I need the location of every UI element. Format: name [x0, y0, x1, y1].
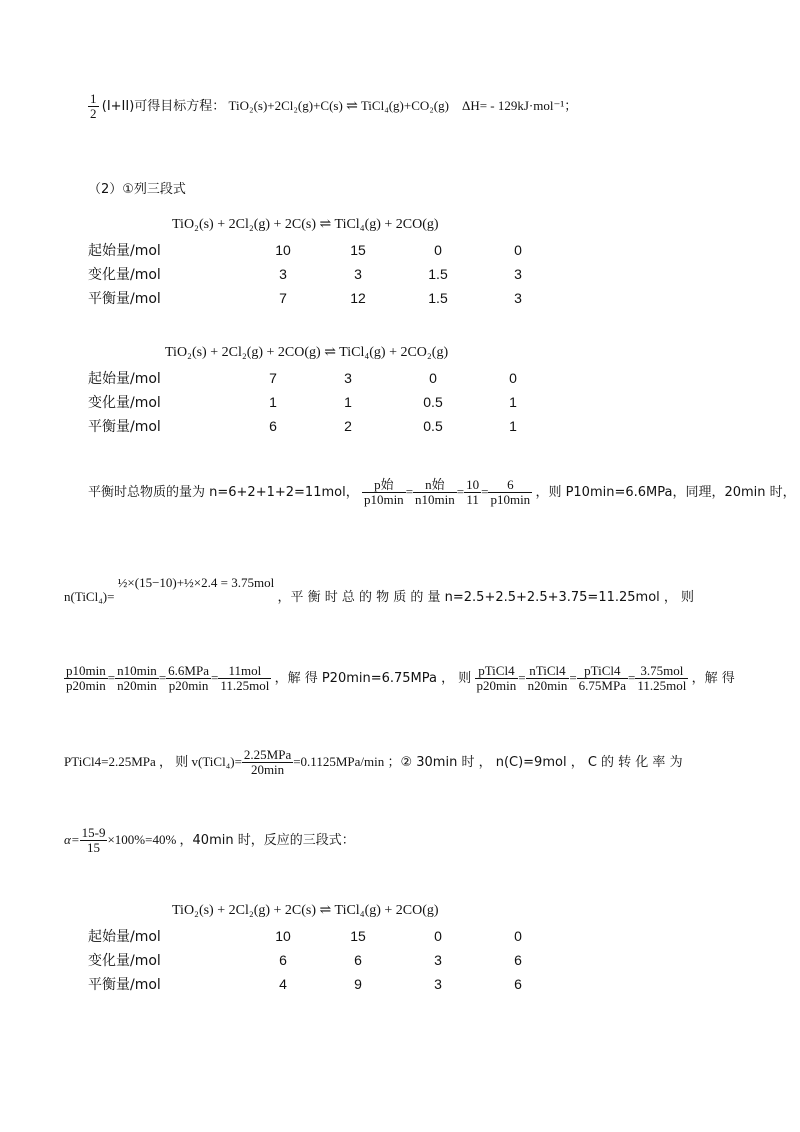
p2-expression: ½×(15−10)+½×2.4 = 3.75mol	[117, 575, 275, 590]
fraction	[362, 478, 406, 508]
table-row	[88, 366, 548, 390]
table-row	[88, 286, 558, 310]
cell-value: 15	[350, 928, 366, 944]
p2-lead: n(TiCl₄)=	[64, 589, 115, 604]
cell-value: 10	[275, 242, 291, 258]
table-row	[88, 972, 558, 996]
table-row	[88, 414, 548, 438]
equation-lead-text: (I+II)可得目标方程：	[101, 98, 226, 114]
cell-value: 6	[279, 952, 287, 968]
table2-ice	[88, 366, 548, 438]
target-equation-line	[88, 92, 577, 122]
table-row	[88, 390, 548, 414]
p5-tail: ，40min 时，反应的三段式：	[179, 832, 355, 848]
p3-mid: ，解 得 P20min=6.75MPa ， 则	[274, 670, 472, 686]
p1-lead: 平衡时总物质的量为 n=6+2+1+2=11mol，	[88, 484, 359, 500]
cell-value: 3	[354, 266, 362, 282]
denominator: n10min	[415, 492, 455, 508]
equilibrium-arrow-icon: ⇌	[346, 98, 358, 114]
cell-value: 0.5	[423, 418, 443, 434]
numerator: pTiCl4	[475, 664, 519, 679]
row-label: 起始量/mol	[88, 243, 161, 259]
fraction	[64, 664, 108, 694]
numerator: 15-9	[81, 825, 106, 840]
cell-value: 3	[434, 952, 442, 968]
denominator: p20min	[66, 678, 106, 694]
cell-value: 1.5	[428, 266, 448, 282]
denominator: p20min	[168, 678, 209, 694]
row-label: 起始量/mol	[88, 929, 161, 945]
row-label: 平衡量/mol	[88, 977, 161, 993]
cell-value: 6	[354, 952, 362, 968]
paragraph-ticl4-moles	[64, 575, 695, 605]
p1-tail: ，则 P10min=6.6MPa，同理，20min 时，	[535, 484, 796, 500]
paragraph-rate	[64, 748, 683, 778]
fraction-numerator: 1	[90, 91, 97, 106]
enthalpy-change: ΔH= - 129kJ·mol⁻¹；	[461, 97, 578, 113]
p3-tail: ，解 得	[691, 670, 735, 686]
p4-lead: PTiCl4=2.25MPa ， 则 v(TiCl₄)=	[64, 753, 242, 769]
cell-value: 7	[279, 290, 287, 306]
cell-value: 12	[350, 290, 366, 306]
fraction	[166, 664, 211, 694]
cell-value: 10	[275, 928, 291, 944]
cell-value: 3	[514, 266, 522, 282]
cell-value: 6	[514, 952, 522, 968]
denominator: 11.25mol	[637, 678, 687, 694]
equation-products: TiCl₄(g)+CO₂(g)	[360, 97, 449, 113]
denominator: p20min	[476, 678, 517, 694]
fraction-denominator: 2	[90, 106, 97, 122]
numerator: p10min	[66, 663, 106, 678]
cell-value: 3	[279, 266, 287, 282]
fraction	[242, 748, 293, 778]
numerator: 10	[466, 477, 480, 492]
cell-value: 1	[269, 394, 277, 410]
fraction	[577, 664, 628, 694]
row-label: 平衡量/mol	[88, 291, 161, 307]
row-label: 变化量/mol	[88, 267, 161, 283]
cell-value: 1	[344, 394, 352, 410]
cell-value: 3	[434, 976, 442, 992]
table-row	[88, 262, 558, 286]
p5-lead: α=	[64, 831, 80, 847]
denominator: 15	[87, 840, 101, 856]
cell-value: 0	[434, 928, 442, 944]
fraction	[218, 664, 271, 694]
table3-ice	[88, 924, 558, 996]
denominator: p10min	[363, 492, 404, 508]
fraction	[635, 664, 688, 694]
cell-value: 15	[350, 242, 366, 258]
cell-value: 9	[354, 976, 362, 992]
cell-value: 6	[514, 976, 522, 992]
equation-reactants: TiO₂(s)+2Cl₂(g)+C(s)	[228, 97, 343, 113]
denominator: 6.75MPa	[578, 678, 626, 694]
numerator: pTiCl4	[577, 664, 628, 679]
paragraph-pressure-20min: $\frac{p10\min}{p20\min}$ = $\frac{n10\min}{n20\min}$ = $\frac{\text{6.6MPa}}{p20\min}$ = $\frac{\text{11mol}}{\text{11.25mol}}$ ，解 得 P20min=6.75MPa ， 则 $\frac{\text{pTiCl4}}{p20\min}$ = $\frac{\text{nTiCl4}}{n20\min}$ = $\frac{\text{pTiCl4}}{\text{6.75MPa}}$ = $\frac{\text{3.75mol}}{\text{11.25mol}}$ ，解 得	[66, 663, 735, 694]
table1-ice	[88, 238, 558, 310]
row-label: 变化量/mol	[88, 953, 161, 969]
fraction	[475, 664, 519, 694]
cell-value: 1	[509, 418, 517, 434]
table1-equation: TiO₂(s) + 2Cl₂(g) + 2C(s) ⇌ TiCl₄(g) + 2CO(g)	[172, 217, 439, 232]
table3-equation: TiO₂(s) + 2Cl₂(g) + 2C(s) ⇌ TiCl₄(g) + 2CO(g)	[172, 903, 439, 918]
denominator: n20min	[527, 678, 568, 694]
cell-value: 0	[434, 242, 442, 258]
numerator: p始	[362, 478, 406, 493]
cell-value: 3	[344, 370, 352, 386]
numerator: 2.25MPa	[243, 747, 292, 762]
fraction	[115, 664, 159, 694]
numerator: 3.75mol	[635, 664, 688, 679]
p4-tail: ；② 30min 时 ， n(C)=9mol ， C 的 转 化 率 为	[387, 754, 683, 770]
denominator: p10min	[490, 492, 531, 508]
table2-equation: TiO₂(s) + 2Cl₂(g) + 2CO(g) ⇌ TiCl₄(g) + 2CO₂(g)	[165, 345, 449, 360]
cell-value: 6	[269, 418, 277, 434]
p2-tail: ，平 衡 时 总 的 物 质 的 量 n=2.5+2.5+2.5+3.75=11.25mol ， 则	[277, 590, 695, 605]
table-row	[88, 238, 558, 262]
fraction	[488, 478, 532, 508]
fraction	[464, 478, 481, 508]
half-fraction	[88, 92, 99, 122]
cell-value: 1.5	[428, 290, 448, 306]
cell-value: 0	[509, 370, 517, 386]
fraction	[80, 826, 108, 856]
paragraph-total-moles: 平衡时总物质的量为 n=6+2+1+2=11mol， $\frac{\text{p始}}{p10\min}$ = $\frac{\text{n始}}{n10\min}$ = $\frac{10}{11}$ = $\frac{6}{p10\min}$ ，则 P10min=6.6MPa，同理，20min 时，	[88, 477, 796, 508]
denominator: 20min	[250, 762, 285, 778]
table-row	[88, 924, 558, 948]
numerator: 6	[488, 478, 532, 493]
cell-value: 0	[514, 242, 522, 258]
paragraph-conversion	[64, 826, 355, 856]
table-row	[88, 948, 558, 972]
cell-value: 0	[429, 370, 437, 386]
cell-value: 7	[269, 370, 277, 386]
fraction	[413, 478, 457, 508]
cell-value: 3	[514, 290, 522, 306]
p5-result: ×100%=40%	[107, 831, 177, 847]
row-label: 起始量/mol	[88, 371, 161, 387]
denominator: n20min	[117, 678, 157, 694]
denominator: 11	[466, 492, 479, 508]
numerator: 6.6MPa	[168, 663, 209, 678]
numerator: 11mol	[218, 664, 271, 679]
numerator: nTiCl4	[526, 664, 570, 679]
cell-value: 2	[344, 418, 352, 434]
p4-result: =0.1125MPa/min	[293, 753, 385, 769]
fraction	[526, 664, 570, 694]
cell-value: 4	[279, 976, 287, 992]
cell-value: 0	[514, 928, 522, 944]
row-label: 变化量/mol	[88, 395, 161, 411]
numerator: n10min	[117, 663, 157, 678]
cell-value: 0.5	[423, 394, 443, 410]
numerator: n始	[413, 478, 457, 493]
cell-value: 1	[509, 394, 517, 410]
row-label: 平衡量/mol	[88, 419, 161, 435]
denominator: 11.25mol	[220, 678, 270, 694]
part-2-heading: （2）①列三段式	[88, 182, 186, 197]
